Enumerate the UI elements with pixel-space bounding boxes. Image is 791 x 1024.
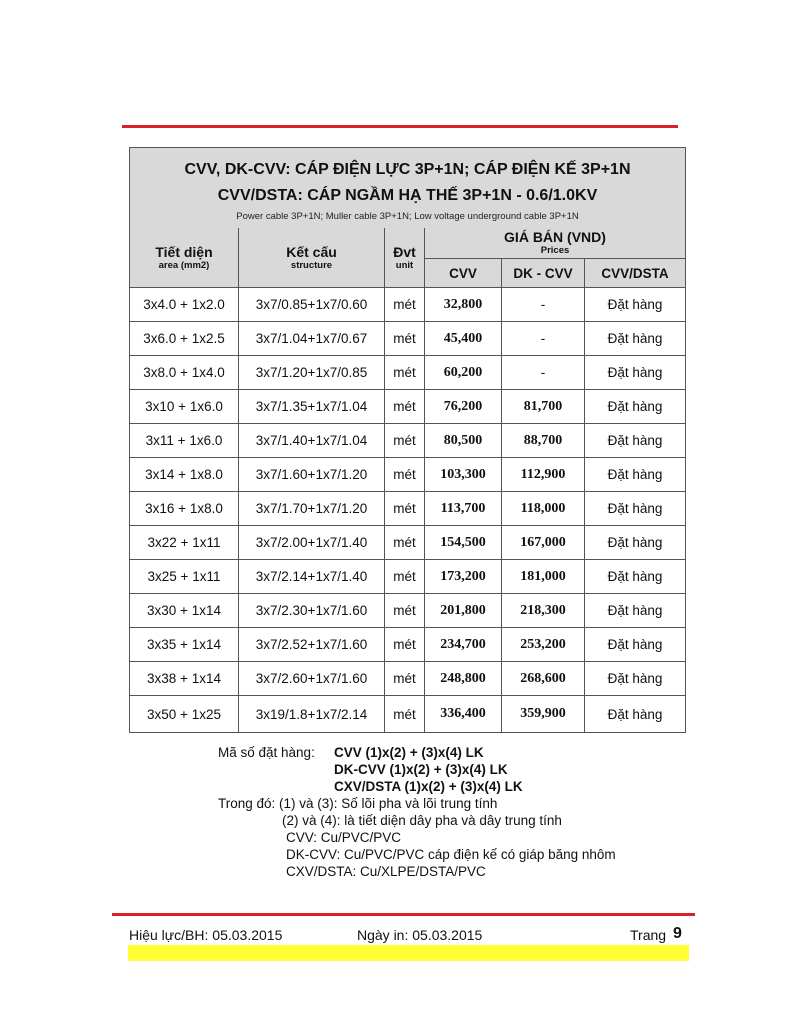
cvv-dsta-price-cell: Đặt hàng: [585, 662, 686, 696]
cxv-dsta-desc: CXV/DSTA: Cu/XLPE/DSTA/PVC: [286, 864, 486, 879]
cvv-desc: CVV: Cu/PVC/PVC: [286, 830, 402, 845]
cvv-price-cell: 80,500: [425, 424, 502, 458]
page-label: Trang: [630, 927, 667, 943]
cvv-dsta-price-cell: Đặt hàng: [585, 492, 686, 526]
order-notes: [218, 744, 678, 880]
table-row: [130, 492, 686, 526]
structure-cell: 3x7/1.04+1x7/0.67: [239, 322, 385, 356]
code-dk-cvv: DK-CVV (1)x(2) + (3)x(4) LK: [334, 762, 508, 777]
dk-cvv-price-cell: 81,700: [502, 390, 585, 424]
unit-cell: mét: [385, 492, 425, 526]
column-header-row: [130, 228, 686, 259]
area-cell: 3x8.0 + 1x4.0: [130, 356, 239, 390]
unit-cell: mét: [385, 288, 425, 322]
area-cell: 3x16 + 1x8.0: [130, 492, 239, 526]
cvv-price-cell: 60,200: [425, 356, 502, 390]
unit-header-sub: unit: [395, 259, 414, 271]
unit-cell: mét: [385, 424, 425, 458]
dk-cvv-price-cell: 167,000: [502, 526, 585, 560]
unit-cell: mét: [385, 696, 425, 733]
cvv-dsta-price-cell: Đặt hàng: [585, 628, 686, 662]
area-cell: 3x38 + 1x14: [130, 662, 239, 696]
area-cell: 3x14 + 1x8.0: [130, 458, 239, 492]
price-header: [425, 228, 686, 259]
structure-cell: 3x7/2.52+1x7/1.60: [239, 628, 385, 662]
dk-cvv-price-cell: 268,600: [502, 662, 585, 696]
cvv-price-cell: 76,200: [425, 390, 502, 424]
dk-cvv-price-cell: 181,000: [502, 560, 585, 594]
cvv-dsta-price-cell: Đặt hàng: [585, 696, 686, 733]
cvv-dsta-price-cell: Đặt hàng: [585, 390, 686, 424]
area-cell: 3x4.0 + 1x2.0: [130, 288, 239, 322]
dk-cvv-price-cell: 118,000: [502, 492, 585, 526]
structure-header: [239, 228, 385, 288]
dk-cvv-desc: DK-CVV: Cu/PVC/PVC cáp điện kế có giáp băng nhôm: [286, 847, 616, 862]
unit-cell: mét: [385, 458, 425, 492]
where-line: [218, 795, 678, 812]
structure-header-sub: structure: [290, 259, 333, 271]
area-cell: 3x30 + 1x14: [130, 594, 239, 628]
area-cell: 3x10 + 1x6.0: [130, 390, 239, 424]
table-row: [130, 288, 686, 322]
cvv-price-cell: 45,400: [425, 322, 502, 356]
cvv-price-cell: 154,500: [425, 526, 502, 560]
cvv-dsta-price-cell: Đặt hàng: [585, 424, 686, 458]
cvv-price-cell: 32,800: [425, 288, 502, 322]
unit-cell: mét: [385, 594, 425, 628]
dk-cvv-desc-line: [218, 846, 678, 863]
cvv-dsta-price-cell: Đặt hàng: [585, 526, 686, 560]
unit-cell: mét: [385, 526, 425, 560]
structure-cell: 3x7/0.85+1x7/0.60: [239, 288, 385, 322]
area-cell: 3x25 + 1x11: [130, 560, 239, 594]
cvv-dsta-price-cell: Đặt hàng: [585, 288, 686, 322]
unit-cell: mét: [385, 356, 425, 390]
area-cell: 3x35 + 1x14: [130, 628, 239, 662]
order-code-label: Mã số đặt hàng:: [218, 745, 315, 760]
code-cxv-dsta: CXV/DSTA (1)x(2) + (3)x(4) LK: [334, 779, 523, 794]
structure-cell: 3x7/1.20+1x7/0.85: [239, 356, 385, 390]
cvv-price-cell: 103,300: [425, 458, 502, 492]
dk-cvv-price-cell: 88,700: [502, 424, 585, 458]
cvv-price-cell: 248,800: [425, 662, 502, 696]
page-footer: [129, 927, 685, 947]
price-table: [129, 147, 686, 733]
structure-cell: 3x7/2.14+1x7/1.40: [239, 560, 385, 594]
cvv-dsta-price-cell: Đặt hàng: [585, 322, 686, 356]
cvv-header: CVV: [425, 259, 502, 288]
area-header: [130, 228, 239, 288]
cvv-price-cell: 336,400: [425, 696, 502, 733]
line-2-4-text: (2) và (4): là tiết diện dây pha và dây trung tính: [282, 813, 562, 828]
top-red-rule: [122, 125, 678, 128]
structure-cell: 3x7/1.35+1x7/1.04: [239, 390, 385, 424]
cvv-price-cell: 201,800: [425, 594, 502, 628]
cvv-dsta-price-cell: Đặt hàng: [585, 560, 686, 594]
cvv-price-cell: 234,700: [425, 628, 502, 662]
table-row: [130, 458, 686, 492]
cvv-price-cell: 173,200: [425, 560, 502, 594]
table-row: [130, 424, 686, 458]
structure-cell: 3x7/1.60+1x7/1.20: [239, 458, 385, 492]
effective-date: Hiệu lực/BH: 05.03.2015: [129, 927, 283, 943]
table-row: [130, 526, 686, 560]
page-number: 9: [673, 925, 682, 942]
unit-header-label: Đvt: [393, 243, 416, 260]
table-row: [130, 356, 686, 390]
where-text: Trong đó: (1) và (3): Số lõi pha và lõi trung tính: [218, 796, 498, 811]
cvv-dsta-price-cell: Đặt hàng: [585, 458, 686, 492]
structure-header-label: Kết cấu: [286, 243, 337, 260]
cvv-dsta-header: CVV/DSTA: [585, 259, 686, 288]
area-cell: 3x22 + 1x11: [130, 526, 239, 560]
unit-header: [385, 228, 425, 288]
dk-cvv-header: DK - CVV: [502, 259, 585, 288]
dk-cvv-price-cell: 253,200: [502, 628, 585, 662]
area-cell: 3x6.0 + 1x2.5: [130, 322, 239, 356]
area-header-sub: area (mm2): [158, 259, 210, 271]
table-row: [130, 696, 686, 733]
table-title-line1: CVV, DK-CVV: CÁP ĐIỆN LỰC 3P+1N; CÁP ĐIỆN KẾ 3P+1N: [184, 161, 631, 178]
line-2-4: [218, 812, 678, 829]
footer-highlight-bar: [128, 945, 689, 961]
dk-cvv-price-cell: -: [502, 322, 585, 356]
structure-cell: 3x7/2.00+1x7/1.40: [239, 526, 385, 560]
structure-cell: 3x7/1.40+1x7/1.04: [239, 424, 385, 458]
table-title-line2: CVV/DSTA: CÁP NGẦM HẠ THẾ 3P+1N - 0.6/1.0KV: [217, 187, 598, 204]
title-row: [130, 148, 686, 229]
dk-cvv-price-cell: 112,900: [502, 458, 585, 492]
cvv-dsta-price-cell: Đặt hàng: [585, 356, 686, 390]
title-cell: [130, 148, 686, 229]
table-row: [130, 322, 686, 356]
structure-cell: 3x7/1.70+1x7/1.20: [239, 492, 385, 526]
bottom-red-rule: [112, 913, 695, 916]
unit-cell: mét: [385, 390, 425, 424]
code-dk-cvv-line: [218, 761, 678, 778]
table-row: [130, 662, 686, 696]
dk-cvv-price-cell: 218,300: [502, 594, 585, 628]
table-row: [130, 560, 686, 594]
area-header-label: Tiết diện: [155, 243, 213, 260]
price-header-label: GIÁ BÁN (VND): [504, 229, 606, 245]
code-cxv-dsta-line: [218, 778, 678, 795]
table-subtitle: Power cable 3P+1N; Muller cable 3P+1N; Low voltage underground cable 3P+1N: [236, 211, 579, 222]
unit-cell: mét: [385, 560, 425, 594]
cxv-dsta-desc-line: [218, 863, 678, 880]
cvv-dsta-price-cell: Đặt hàng: [585, 594, 686, 628]
cvv-desc-line: [218, 829, 678, 846]
unit-cell: mét: [385, 662, 425, 696]
area-cell: 3x11 + 1x6.0: [130, 424, 239, 458]
structure-cell: 3x7/2.60+1x7/1.60: [239, 662, 385, 696]
structure-cell: 3x7/2.30+1x7/1.60: [239, 594, 385, 628]
area-cell: 3x50 + 1x25: [130, 696, 239, 733]
table-row: [130, 628, 686, 662]
unit-cell: mét: [385, 628, 425, 662]
cvv-price-cell: 113,700: [425, 492, 502, 526]
unit-cell: mét: [385, 322, 425, 356]
dk-cvv-price-cell: -: [502, 288, 585, 322]
print-date: Ngày in: 05.03.2015: [357, 927, 483, 943]
dk-cvv-price-cell: -: [502, 356, 585, 390]
table-row: [130, 390, 686, 424]
code-cvv: CVV (1)x(2) + (3)x(4) LK: [334, 745, 484, 760]
table-row: [130, 594, 686, 628]
dk-cvv-price-cell: 359,900: [502, 696, 585, 733]
order-code-line: [218, 744, 678, 761]
price-header-sub: Prices: [540, 245, 570, 256]
structure-cell: 3x19/1.8+1x7/2.14: [239, 696, 385, 733]
